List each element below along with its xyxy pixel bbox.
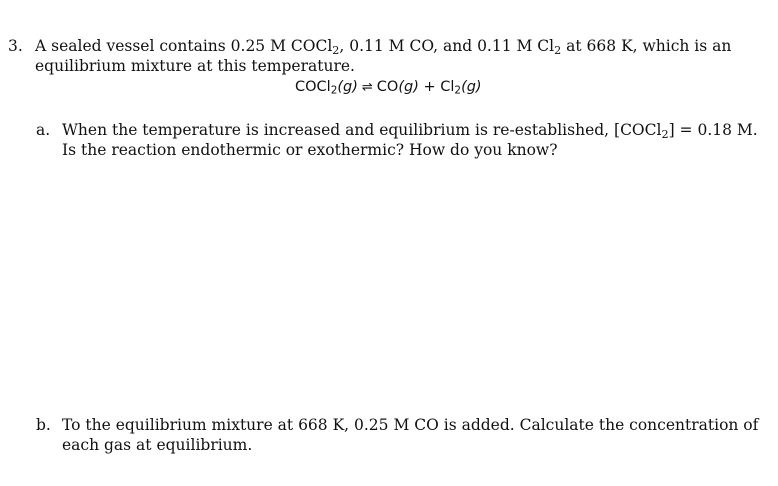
question-number: 3. [8,37,23,55]
equation-product-2-subscript: 2 [454,84,462,97]
part-a-text [62,120,762,160]
equation-reactant-state: (g) [337,79,358,95]
stem-subscript-1: 2 [332,43,340,57]
equation-product-2-state: (g) [461,79,482,95]
part-a-label: a. [36,121,51,139]
equation-product-1-state: (g) [398,79,419,95]
equilibrium-arrow-icon: ⇌ [361,80,373,95]
equation-product-1: CO [376,79,399,95]
part-a-text-2: ] = 0.18 M. Is the reaction endothermic or exothermic? How do you know? [62,121,758,159]
equation-product-2: Cl [440,79,455,95]
part-a-text-1: When the temperature is increased and equilibrium is re-established, [COCl [62,121,662,139]
stem-subscript-2: 2 [554,43,562,57]
part-a-subscript: 2 [661,127,669,141]
stem-text-3: at 668 K, which is an equilibrium mixture at this temperature. [35,37,732,75]
part-b-label: b. [36,416,51,434]
equation-plus: + [423,79,436,95]
equation-reactant: COCl [295,79,331,95]
part-b-text: To the equilibrium mixture at 668 K, 0.25 M CO is added. Calculate the concentration of each gas at equilibrium. [62,416,759,454]
stem-text-2: , 0.11 M CO, and 0.11 M Cl [339,37,555,55]
stem-text-1: A sealed vessel contains 0.25 M COCl [35,37,333,55]
chemical-equation [295,77,482,98]
question-stem [35,36,760,76]
equation-reactant-subscript: 2 [330,84,338,97]
